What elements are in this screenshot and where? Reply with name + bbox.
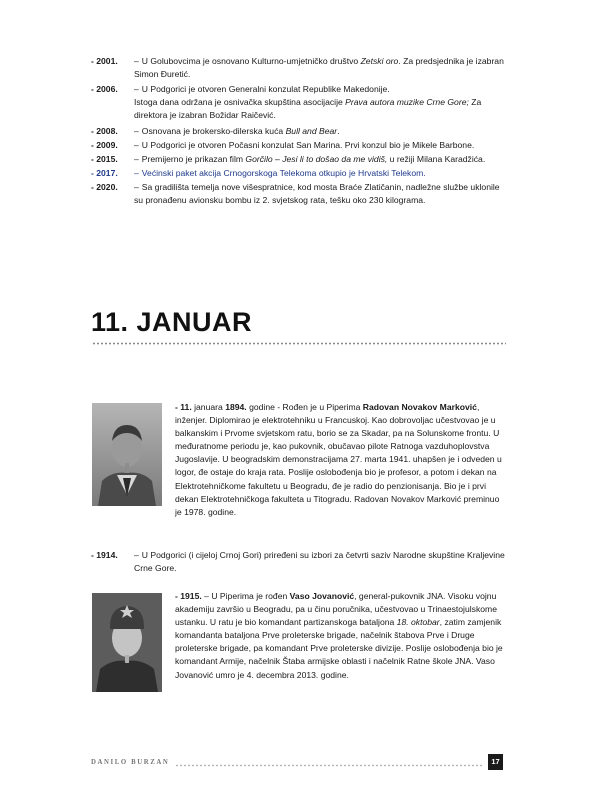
- entry-dash: –: [134, 126, 139, 136]
- entry-dash: –: [134, 84, 139, 94]
- entry-text: [134, 139, 511, 152]
- entry-year: - 2015.: [91, 154, 118, 164]
- entry-1914: [91, 549, 511, 575]
- portrait-photo-vaso-jovanovic: [92, 593, 162, 692]
- entry-year: - 2001.: [91, 56, 118, 66]
- text-run: U Podgorici je otvoren Generalni konzulat Republike Makedonije.: [141, 84, 390, 94]
- text-run: Istoga dana održana je osnivačka skupština asocijacije: [134, 97, 346, 108]
- text-run: januara: [191, 402, 226, 412]
- footer-dotted-line: [175, 764, 482, 767]
- year-entry: [91, 139, 511, 152]
- footer-author: DANILO BURZAN: [91, 759, 170, 766]
- text-run: Premijerno je prikazan film: [141, 154, 246, 164]
- text-run: Sa gradilišta temelja nove višespratnice, kod mosta Braće Zlatičanin, nadležne službe uklonile su pronađenu avionsku bombu iz 2. svjetskog rata, tešku oko 230 kilograma.: [134, 182, 500, 206]
- entry-year: - 2017.: [91, 168, 118, 178]
- entry-text: [134, 55, 511, 81]
- dotted-divider: [92, 342, 506, 345]
- text-run: U Podgorici (i cijeloj Crnoj Gori) priređeni su izbori za četvrti saziv Narodne skupštine Kraljevine Crne Gore.: [134, 550, 505, 574]
- text-run: Za direktora je izabran Božidar Raičević.: [134, 97, 482, 121]
- entry-text: [134, 167, 511, 180]
- entry-dash: –: [134, 56, 139, 66]
- text-run: U Podgorici je otvoren Počasni konzulat San Marina. Prvi konzul bio je Mikele Barbone.: [141, 140, 475, 150]
- portrait-photo-radovan-markovic: [92, 403, 162, 506]
- text-run: Osnovana je brokersko-dilerska kuća: [141, 126, 286, 136]
- entry-year: - 2020.: [91, 182, 118, 192]
- year-entry: [91, 181, 511, 207]
- year-entry: [91, 167, 511, 180]
- section-title: 11. JANUAR: [91, 307, 253, 337]
- text-run: , zatim zamjenik komandanta bataljona Prve proleterske brigade, načelnik štabova Prve i Druge proleterske brigade, pa komandant Prve proleterske divizije. Poslije oslobođenja bio je komandant Armije, načelnik Štaba armijske oblasti i načelnik Ratne škole JNA. Vaso Jovanović umro je 4. decembra 2013. godine.: [175, 617, 503, 680]
- entry-dash: –: [134, 140, 139, 150]
- entry-dash: –: [134, 168, 139, 178]
- bio-vaso-jovanovic: [175, 590, 505, 682]
- italic-text: Bull and Bear: [285, 126, 338, 136]
- entry-text: [134, 549, 511, 575]
- text-run: .: [337, 126, 340, 136]
- bold-text: - 11.: [175, 402, 192, 412]
- entry-text: [134, 125, 511, 138]
- year-entry: [91, 153, 511, 166]
- year-entry: [91, 55, 511, 81]
- entry-dash: –: [134, 182, 139, 192]
- entry-text: [134, 83, 511, 122]
- italic-text: 18. oktobar: [396, 617, 440, 628]
- entry-dash: –: [134, 550, 139, 560]
- italic-text: Gorčilo – Jesi li to došao da me vidiš,: [245, 154, 388, 164]
- text-run: Većinski paket akcija Crnogorskoga Telekoma otkupio je Hrvatski Telekom.: [141, 168, 426, 178]
- bold-text: 1894.: [225, 402, 247, 412]
- entry-dash: –: [134, 154, 139, 164]
- text-run: . Za predsjednika je izabran Simon Đuretić.: [134, 56, 504, 80]
- page-number: 17: [488, 754, 503, 770]
- year-entry: [91, 83, 511, 122]
- text-run: , inženjer. Diplomirao je elektrotehniku u Francuskoj. Kao dobrovoljac učestvovao je u balkanskim i Prvome svjetskom ratu, borio se za Skadar, pa na Solunskome frontu. U međuratnome periodu je, kao pukovnik, obučavao pilote Ratnoga vazduhoplovstva Jugoslavije. U beogradskim demonstracijama 27. marta 1941. uhapšen je i odveden u logor, đe ostaje do kraja rata. Poslije oslobođenja bio je profesor, a potom i dekan na Elektrotehničkome fakultetu u Beogradu, đe je radio do penzionisanja. Bio je i prvi dekan Elektrotehničkoga fakulteta u Titogradu. Radovan Novakov Marković preminuo je 1978. godine.: [175, 402, 502, 517]
- entry-text: [134, 153, 511, 166]
- bold-text: Radovan Novakov Marković: [362, 402, 477, 412]
- bold-text: - 1915.: [175, 591, 202, 601]
- italic-text: Prava autora muzike Crne Gore;: [345, 97, 469, 108]
- text-run: , general-pukovnik JNA. Visoku vojnu akademiju završio u Beogradu, pa u činu poručnika, učestvovao u Trinaestojulskome ustanku. U ratu je bio komandant partizanskoga bataljona: [175, 591, 497, 628]
- entry-year: - 2006.: [91, 84, 118, 94]
- text-run: U Golubovcima je osnovano Kulturno-umjetničko društvo: [141, 56, 361, 66]
- bio-radovan-markovic: [175, 401, 505, 519]
- entry-year: - 2008.: [91, 126, 118, 136]
- entry-year: - 1914.: [91, 550, 118, 560]
- italic-text: Zetski oro: [360, 56, 399, 66]
- year-entry: [91, 125, 511, 138]
- entry-text: [134, 181, 511, 207]
- bold-text: Vaso Jovanović: [289, 591, 355, 601]
- entry-year: - 2009.: [91, 140, 118, 150]
- text-run: godine - Rođen je u Piperima: [246, 402, 363, 412]
- text-run: u režiji Milana Karadžića.: [387, 154, 486, 164]
- text-run: – U Piperima je rođen: [201, 591, 290, 601]
